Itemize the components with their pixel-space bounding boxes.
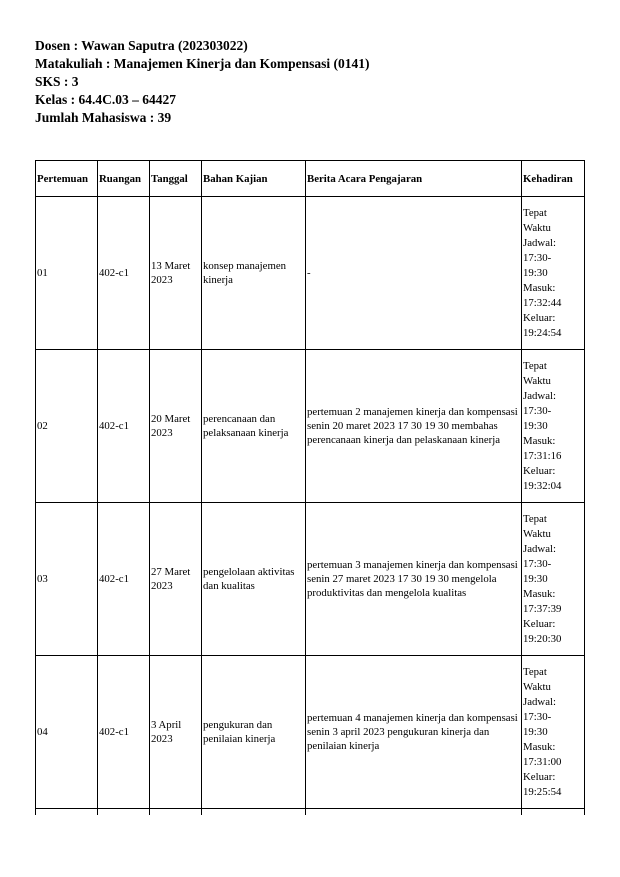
cut-cell <box>98 809 150 816</box>
cell-pertemuan: 02 <box>36 350 98 503</box>
table-header-row <box>36 161 585 197</box>
cell-pertemuan: 01 <box>36 197 98 350</box>
cell-bahan-kajian: konsep manajemen kinerja <box>202 197 306 350</box>
table-row <box>36 197 585 350</box>
cut-cell <box>306 809 522 816</box>
cell-ruangan: 402-c1 <box>98 656 150 809</box>
cut-cell <box>36 809 98 816</box>
cell-pertemuan: 03 <box>36 503 98 656</box>
sks-line: SKS : 3 <box>35 74 79 89</box>
col-header-tanggal: Tanggal <box>150 161 202 197</box>
cell-kehadiran <box>522 197 585 350</box>
kehadiran-text: Tepat Waktu Jadwal: 17:30-19:30 Masuk: 17:32:44 Keluar: 19:24:54 <box>523 206 562 339</box>
cell-berita-acara: pertemuan 4 manajemen kinerja dan kompensasi senin 3 april 2023 pengukuran kinerja dan penilaian kinerja <box>306 656 522 809</box>
kehadiran-text: Tepat Waktu Jadwal: 17:30-19:30 Masuk: 17:31:16 Keluar: 19:32:04 <box>523 359 562 492</box>
cell-kehadiran <box>522 656 585 809</box>
col-header-pertemuan: Pertemuan <box>36 161 98 197</box>
table-row <box>36 656 585 809</box>
cell-berita-acara: pertemuan 2 manajemen kinerja dan kompensasi senin 20 maret 2023 17 30 19 30 membahas perencanaan kinerja dan pelaskanaan kinerja <box>306 350 522 503</box>
cell-kehadiran <box>522 503 585 656</box>
cut-cell <box>150 809 202 816</box>
col-header-ruangan: Ruangan <box>98 161 150 197</box>
matakuliah-line: Matakuliah : Manajemen Kinerja dan Kompensasi (0141) <box>35 56 370 71</box>
cell-berita-acara: - <box>306 197 522 350</box>
jumlah-mahasiswa-line: Jumlah Mahasiswa : 39 <box>35 110 172 125</box>
cell-kehadiran <box>522 350 585 503</box>
kelas-line: Kelas : 64.4C.03 – 64427 <box>35 92 176 107</box>
table-row <box>36 350 585 503</box>
cell-bahan-kajian: pengelolaan aktivitas dan kualitas <box>202 503 306 656</box>
dosen-line: Dosen : Wawan Saputra (202303022) <box>35 38 248 53</box>
kehadiran-text: Tepat Waktu Jadwal: 17:30-19:30 Masuk: 17:31:00 Keluar: 19:25:54 <box>523 665 562 798</box>
document-header <box>35 37 370 127</box>
table-row <box>36 503 585 656</box>
cell-bahan-kajian: pengukuran dan penilaian kinerja <box>202 656 306 809</box>
cell-ruangan: 402-c1 <box>98 350 150 503</box>
kehadiran-text: Tepat Waktu Jadwal: 17:30-19:30 Masuk: 17:37:39 Keluar: 19:20:30 <box>523 512 562 645</box>
table-continuation-row <box>36 809 585 816</box>
attendance-table <box>35 160 585 815</box>
cell-tanggal: 13 Maret 2023 <box>150 197 202 350</box>
cell-ruangan: 402-c1 <box>98 503 150 656</box>
cell-pertemuan: 04 <box>36 656 98 809</box>
cut-cell <box>202 809 306 816</box>
cell-ruangan: 402-c1 <box>98 197 150 350</box>
cell-bahan-kajian: perencanaan dan pelaksanaan kinerja <box>202 350 306 503</box>
col-header-bahan-kajian: Bahan Kajian <box>202 161 306 197</box>
cell-tanggal: 27 Maret 2023 <box>150 503 202 656</box>
cell-tanggal: 3 April 2023 <box>150 656 202 809</box>
cell-tanggal: 20 Maret 2023 <box>150 350 202 503</box>
col-header-kehadiran: Kehadiran <box>522 161 585 197</box>
cell-berita-acara: pertemuan 3 manajemen kinerja dan kompensasi senin 27 maret 2023 17 30 19 30 mengelola produktivitas dan mengelola kualitas <box>306 503 522 656</box>
col-header-berita-acara: Berita Acara Pengajaran <box>306 161 522 197</box>
cut-cell <box>522 809 585 816</box>
